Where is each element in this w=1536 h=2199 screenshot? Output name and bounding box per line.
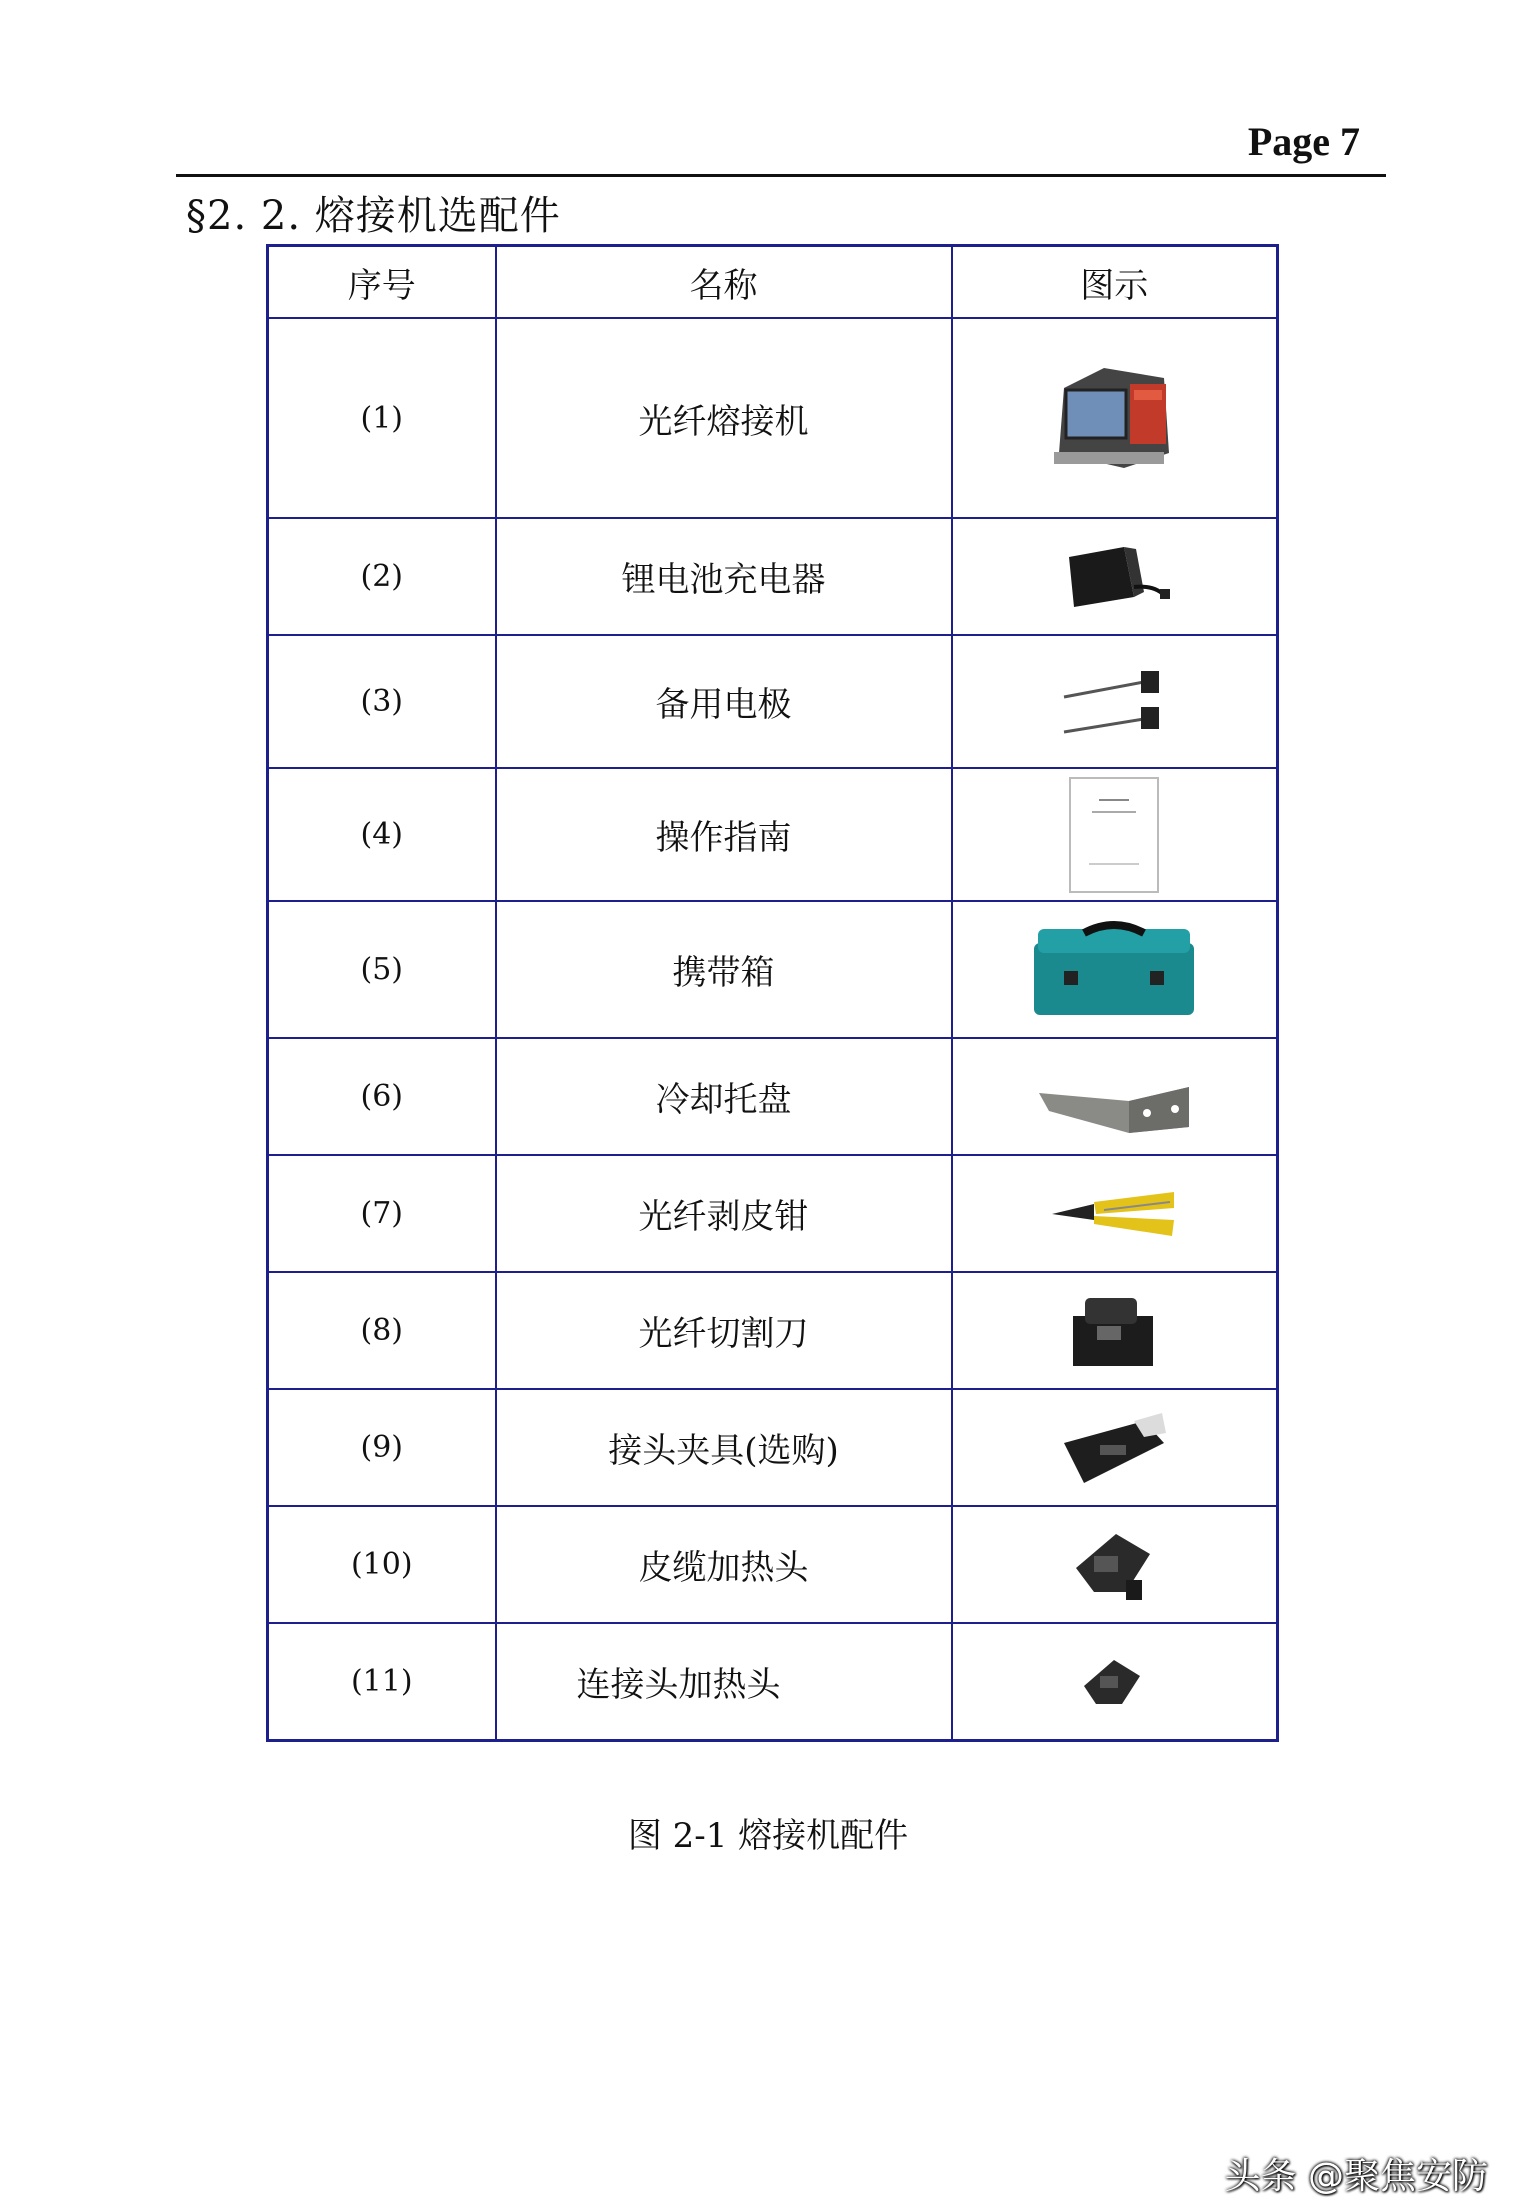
row-index: (11)	[268, 1623, 496, 1740]
fiber-cleaver-image	[952, 1272, 1278, 1389]
row-name: 携带箱	[496, 901, 952, 1038]
row-index: (4)	[268, 768, 496, 901]
battery-charger-image	[952, 518, 1278, 635]
page-number: Page 7	[1247, 119, 1360, 164]
table-row	[268, 1272, 1278, 1389]
row-name: 光纤剥皮钳	[496, 1155, 952, 1272]
table-row	[268, 1155, 1278, 1272]
drop-cable-heater-image	[952, 1506, 1278, 1623]
row-name: 操作指南	[496, 768, 952, 901]
watermark: 头条 @聚焦安防	[1224, 2156, 1488, 2197]
table-row	[268, 635, 1278, 768]
figure-caption: 图 2-1 熔接机配件	[627, 1816, 909, 1856]
fusion-splicer-image	[952, 318, 1278, 518]
row-index: (2)	[268, 518, 496, 635]
header-index: 序号	[268, 246, 496, 319]
table-header-row	[268, 246, 1278, 319]
row-index: (1)	[268, 318, 496, 518]
table-row	[268, 1389, 1278, 1506]
row-name: 锂电池充电器	[496, 518, 952, 635]
row-name: 接头夹具(选购)	[496, 1389, 952, 1506]
row-name: 皮缆加热头	[496, 1506, 952, 1623]
row-index: (3)	[268, 635, 496, 768]
row-name: 连接头加热头	[496, 1623, 952, 1740]
row-index: (6)	[268, 1038, 496, 1155]
spare-electrodes-image	[952, 635, 1278, 768]
row-index: (9)	[268, 1389, 496, 1506]
table-row	[268, 1038, 1278, 1155]
table-row	[268, 768, 1278, 901]
header-picture: 图示	[952, 246, 1278, 319]
table-row	[268, 901, 1278, 1038]
manual-image	[952, 768, 1278, 901]
row-index: (8)	[268, 1272, 496, 1389]
section-title: §2. 2. 熔接机选配件	[186, 193, 561, 239]
accessories-table	[266, 244, 1279, 1742]
connector-holder-image	[952, 1389, 1278, 1506]
table-row	[268, 1506, 1278, 1623]
row-index: (7)	[268, 1155, 496, 1272]
row-name: 光纤切割刀	[496, 1272, 952, 1389]
carrying-case-image	[952, 901, 1278, 1038]
table-row	[268, 518, 1278, 635]
cooling-tray-image	[952, 1038, 1278, 1155]
connector-heater-image	[952, 1623, 1278, 1740]
header-rule	[176, 174, 1386, 177]
header-name: 名称	[496, 246, 952, 319]
row-name: 冷却托盘	[496, 1038, 952, 1155]
fiber-stripper-image	[952, 1155, 1278, 1272]
row-name: 备用电极	[496, 635, 952, 768]
row-index: (10)	[268, 1506, 496, 1623]
table-row	[268, 1623, 1278, 1740]
table-row	[268, 318, 1278, 518]
row-name: 光纤熔接机	[496, 318, 952, 518]
row-index: (5)	[268, 901, 496, 1038]
